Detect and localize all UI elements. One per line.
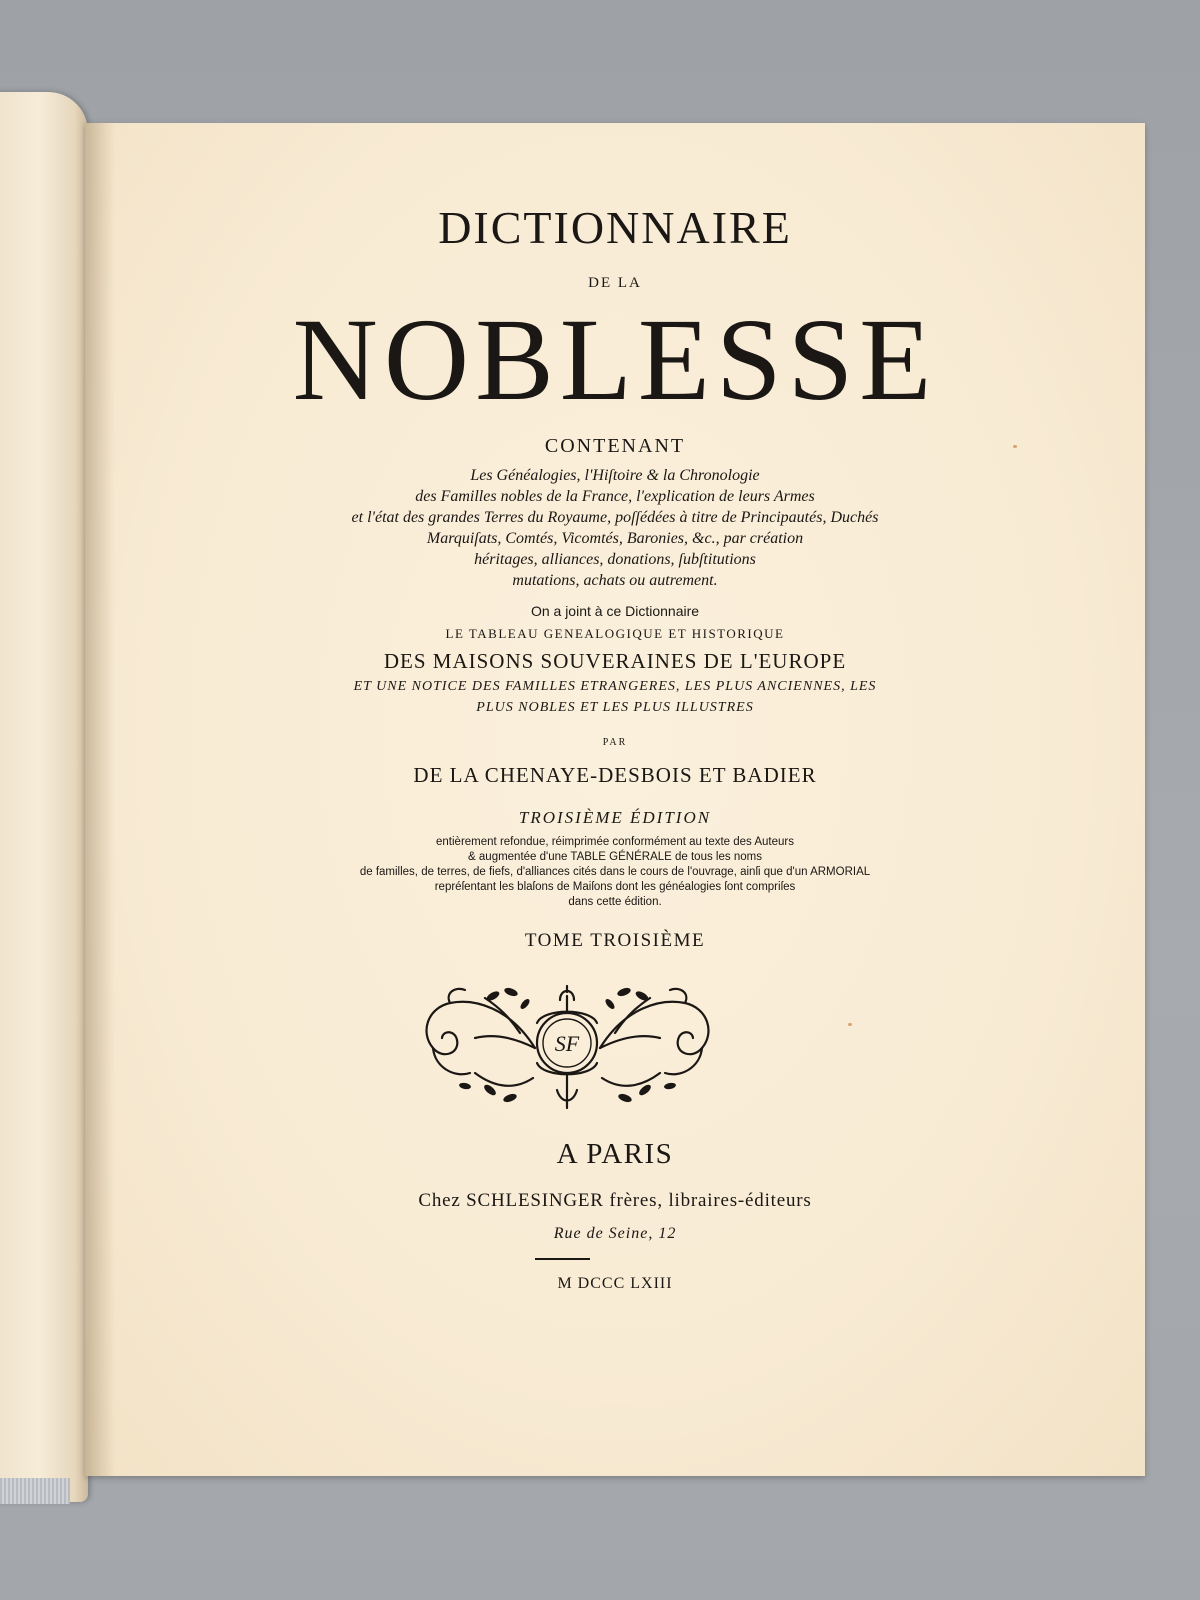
imprint-city: A PARIS xyxy=(556,1138,674,1170)
imprint-rule xyxy=(535,1258,590,1260)
contenant-line: héritages, alliances, donations, ſubſtitutions xyxy=(474,551,756,568)
contenant-line: Les Généalogies, l'Hiſtoire & la Chronologie xyxy=(470,467,760,484)
imprint-date: M DCCC LXIII xyxy=(557,1275,673,1292)
edition-line: entièrement refondue, réimprimée conformément au texte des Auteurs xyxy=(436,836,794,848)
left-page-edge xyxy=(0,92,88,1502)
edition-line: & augmentée d'une TABLE GÉNÉRALE de tous les noms xyxy=(468,851,762,863)
contenant-line: Marquiſats, Comtés, Vicomtés, Baronies, &c., par création xyxy=(426,530,804,547)
supplement-tableau: LE TABLEAU GENEALOGIQUE ET HISTORIQUE xyxy=(445,626,785,641)
edition-line: repréſentant les blaſons de Maiſons dont les généalogies ſont compriſes xyxy=(434,881,796,893)
tome-label: TOME TROISIÈME xyxy=(524,930,706,951)
par-label: PAR xyxy=(602,737,628,748)
foxing-spot xyxy=(1013,445,1017,448)
title-de-la: DE LA xyxy=(588,275,642,291)
ornament-monogram: SF xyxy=(554,1031,580,1056)
contenant-line: mutations, achats ou autrement. xyxy=(512,572,718,589)
printer-device-ornament-icon xyxy=(415,978,720,1118)
supplement-intro: On a joint à ce Dictionnaire xyxy=(530,603,700,619)
notice-line: PLUS NOBLES ET LES PLUS ILLUSTRES xyxy=(476,700,754,715)
edition-line: de familles, de terres, de fiefs, d'alliances cités dans le cours de l'ouvrage, ainſi que d'un ARMORIAL xyxy=(359,866,871,878)
imprint-address: Rue de Seine, 12 xyxy=(553,1225,677,1242)
contenant-line: des Familles nobles de la France, l'explication de leurs Armes xyxy=(415,488,815,505)
contenant-heading: CONTENANT xyxy=(544,435,686,457)
supplement-maisons: DES MAISONS SOUVERAINES DE L'EUROPE xyxy=(383,649,847,673)
contenant-line: et l'état des grandes Terres du Royaume, poſſédées à titre de Principautés, Duchés xyxy=(351,509,879,526)
edition-label: TROISIÈME ÉDITION xyxy=(518,808,712,827)
title-noblesse: NOBLESSE xyxy=(292,294,938,425)
binding-cloth xyxy=(0,1478,70,1504)
authors-names: DE LA CHENAYE-DESBOIS ET BADIER xyxy=(413,763,817,787)
title-page xyxy=(85,123,1145,1476)
edition-line: dans cette édition. xyxy=(568,896,662,908)
imprint-publisher: Chez SCHLESINGER frères, libraires-éditeurs xyxy=(418,1190,812,1211)
notice-line: ET UNE NOTICE DES FAMILLES ETRANGERES, LES PLUS ANCIENNES, LES xyxy=(353,679,877,694)
title-dictionnaire: DICTIONNAIRE xyxy=(438,202,792,253)
foxing-spot xyxy=(848,1023,852,1026)
